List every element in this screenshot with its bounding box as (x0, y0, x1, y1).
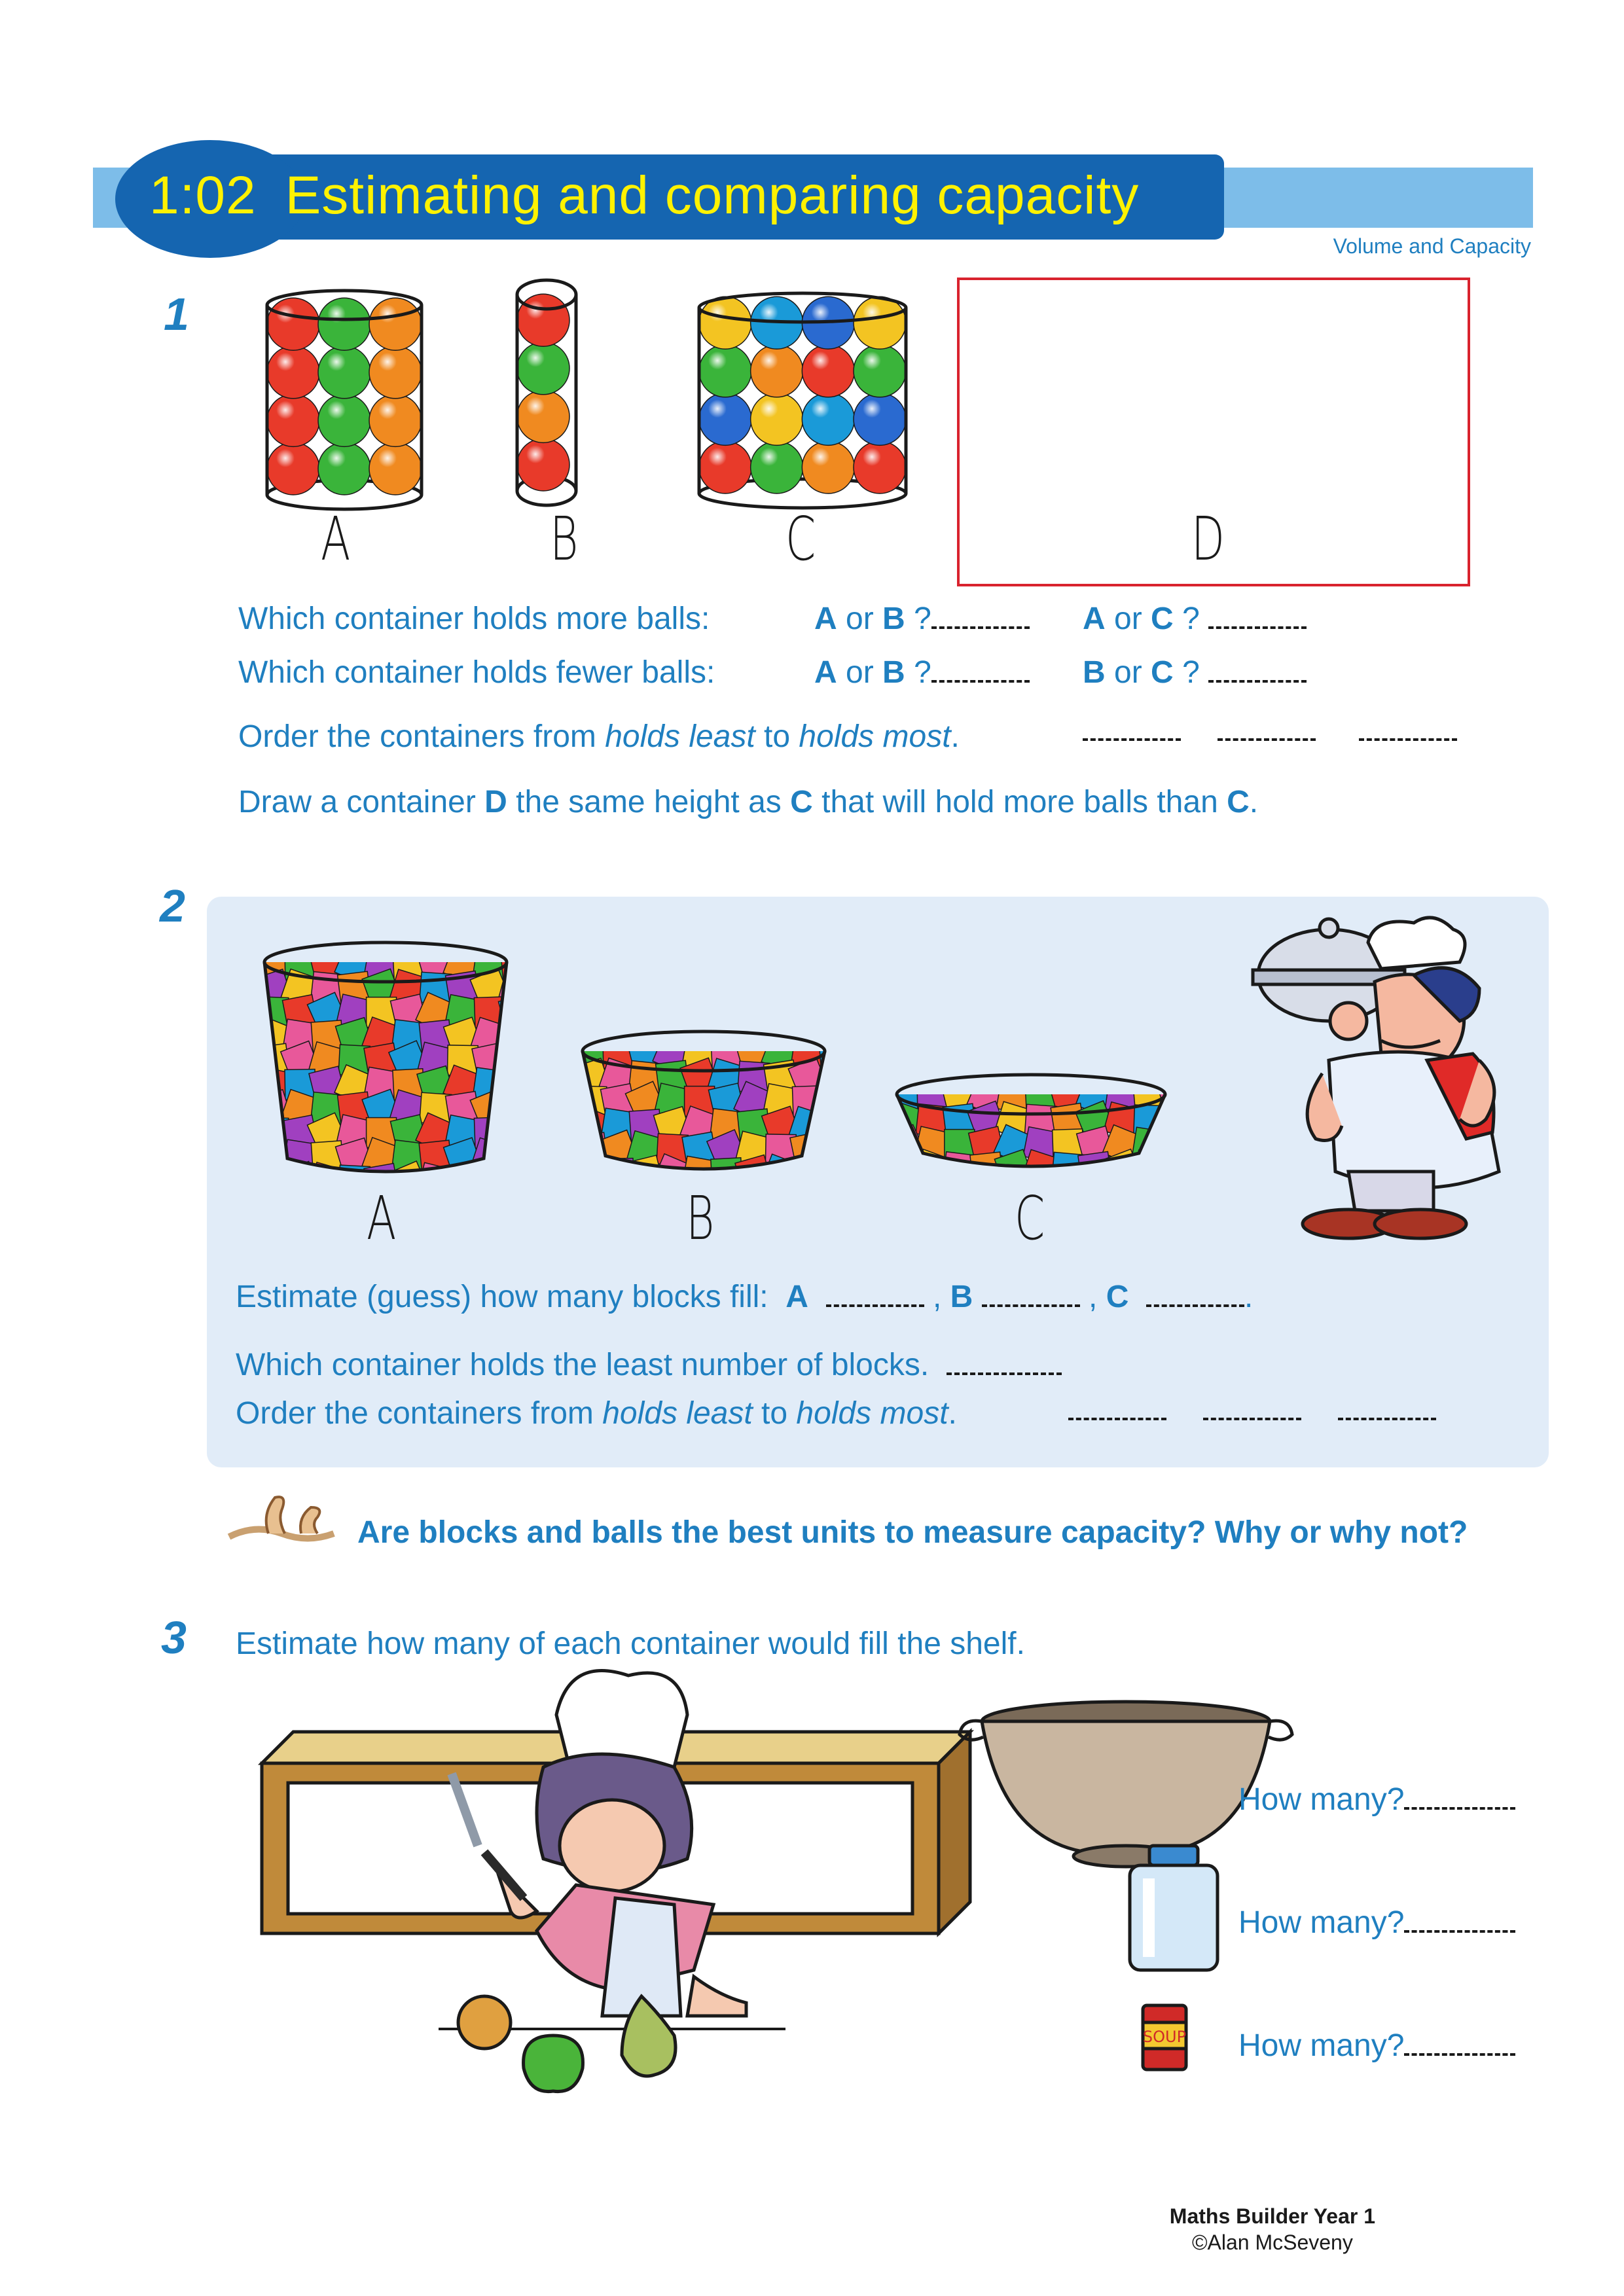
jar-label-c: C (785, 504, 816, 574)
lesson-title: Estimating and comparing capacity (285, 166, 1140, 225)
q1-draw-instruction: Draw a container D the same height as C that will hold more balls than C. (238, 785, 1259, 819)
answer-blank[interactable] (1404, 2047, 1515, 2056)
lesson-code: 1:02 (149, 166, 257, 225)
how-many-jar: How many? (1238, 1905, 1515, 1941)
soup-can-label: SOUP (1142, 2028, 1187, 2046)
q2-estimate-question: Estimate (guess) how many blocks fill: A , B , C . (236, 1280, 1254, 1314)
footer-title: Maths Builder Year 1 (1169, 2204, 1375, 2228)
question-3-number: 3 (161, 1612, 187, 1663)
how-many-pot: How many? (1238, 1782, 1515, 1818)
soup-can-icon (1143, 2005, 1186, 2070)
subject-label: Volume and Capacity (1333, 234, 1531, 258)
box-label-d: D (1191, 504, 1225, 574)
q3-prompt: Estimate how many of each container would fill the shelf. (236, 1626, 1025, 1661)
answer-blank[interactable] (1404, 1801, 1515, 1810)
question-2-number: 2 (160, 880, 185, 931)
footer-copyright: ©Alan McSeveny (1191, 2231, 1353, 2254)
how-many-can: How many? (1238, 2028, 1515, 2064)
jar-icon (1130, 1846, 1218, 1970)
q2-order-question: Order the containers from holds least to holds most. (236, 1396, 957, 1431)
footer (1170, 2203, 1375, 2255)
bowl-label-b: B (686, 1183, 715, 1253)
q1-more-ac: A or C ? (1083, 601, 1307, 637)
question-1-number: 1 (164, 289, 189, 340)
q1-fewer-ab: A or B ? (814, 655, 1030, 691)
q2-least-question: Which container holds the least number of blocks. (236, 1347, 1062, 1383)
jar-label-b: B (550, 504, 579, 574)
q1-more-question: Which container holds more balls: (238, 601, 710, 636)
q1-fewer-question: Which container holds fewer balls: (238, 655, 715, 690)
answer-blank[interactable] (1404, 1924, 1515, 1933)
fruit-icon (458, 1996, 676, 2092)
discussion-question: Are blocks and balls the best units to measure capacity? Why or why not? (357, 1515, 1468, 1550)
q1-fewer-bc: B or C ? (1083, 655, 1307, 691)
bowl-label-c: C (1015, 1183, 1045, 1253)
jar-label-a: A (321, 504, 351, 574)
q1-order-question: Order the containers from holds least to holds most. (238, 719, 960, 754)
bowl-label-a: A (367, 1183, 397, 1253)
q1-more-ab: A or B ? (814, 601, 1030, 637)
